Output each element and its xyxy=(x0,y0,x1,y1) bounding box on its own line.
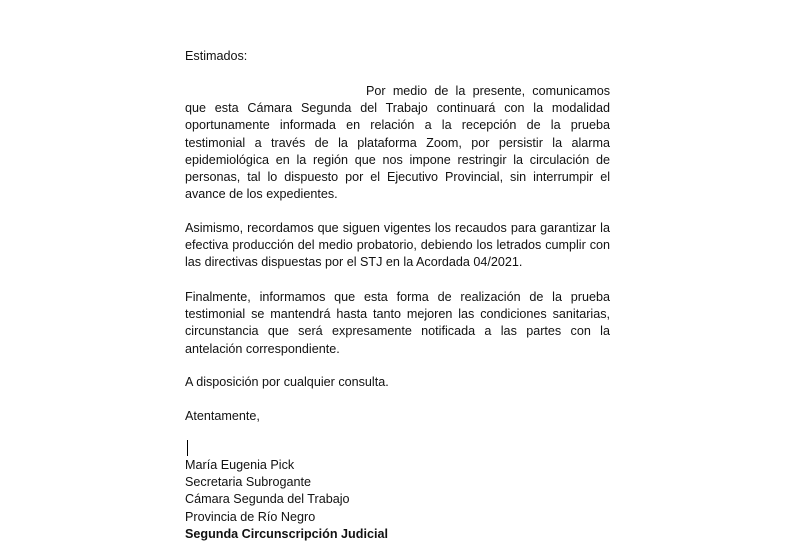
signature-office: Cámara Segunda del Trabajo xyxy=(185,492,350,507)
closing-line: A disposición por cualquier consulta. xyxy=(185,375,389,389)
paragraph-1: Por medio de la presente, comunicamos que esta Cámara Segunda del Trabajo continuará con la modalidad oportunamente informada en relación a la recepción de la prueba testimonial a través de la plataforma Zoom, por persistir la alarma epidemiológica en la región que nos impone restringir la circulación de personas, tal lo dispuesto por el Ejecutivo Provincial, sin interrumpir el avance de los expedientes. xyxy=(185,84,610,202)
signature-block xyxy=(185,457,610,543)
paragraph-2: Asimismo, recordamos que siguen vigentes los recaudos para garantizar la efectiva producción del medio probatorio, debiendo los letrados cumplir con las directivas dispuestas por el STJ en la Acordada 04/2021. xyxy=(185,221,610,270)
text-cursor xyxy=(187,440,188,456)
greeting: Estimados: xyxy=(185,49,248,63)
signature-province: Provincia de Río Negro xyxy=(185,509,316,524)
sign-off: Atentamente, xyxy=(185,409,260,423)
signature-district: Segunda Circunscripción Judicial xyxy=(185,526,388,541)
signature-role: Secretaria Subrogante xyxy=(185,475,312,490)
paragraph-3: Finalmente, informamos que esta forma de realización de la prueba testimonial se mantendrá hasta tanto mejoren las condiciones sanitarias, circunstancia que será expresamente notificada a las partes con la antelación correspondiente. xyxy=(185,290,610,356)
signature-name: María Eugenia Pick xyxy=(185,458,295,472)
